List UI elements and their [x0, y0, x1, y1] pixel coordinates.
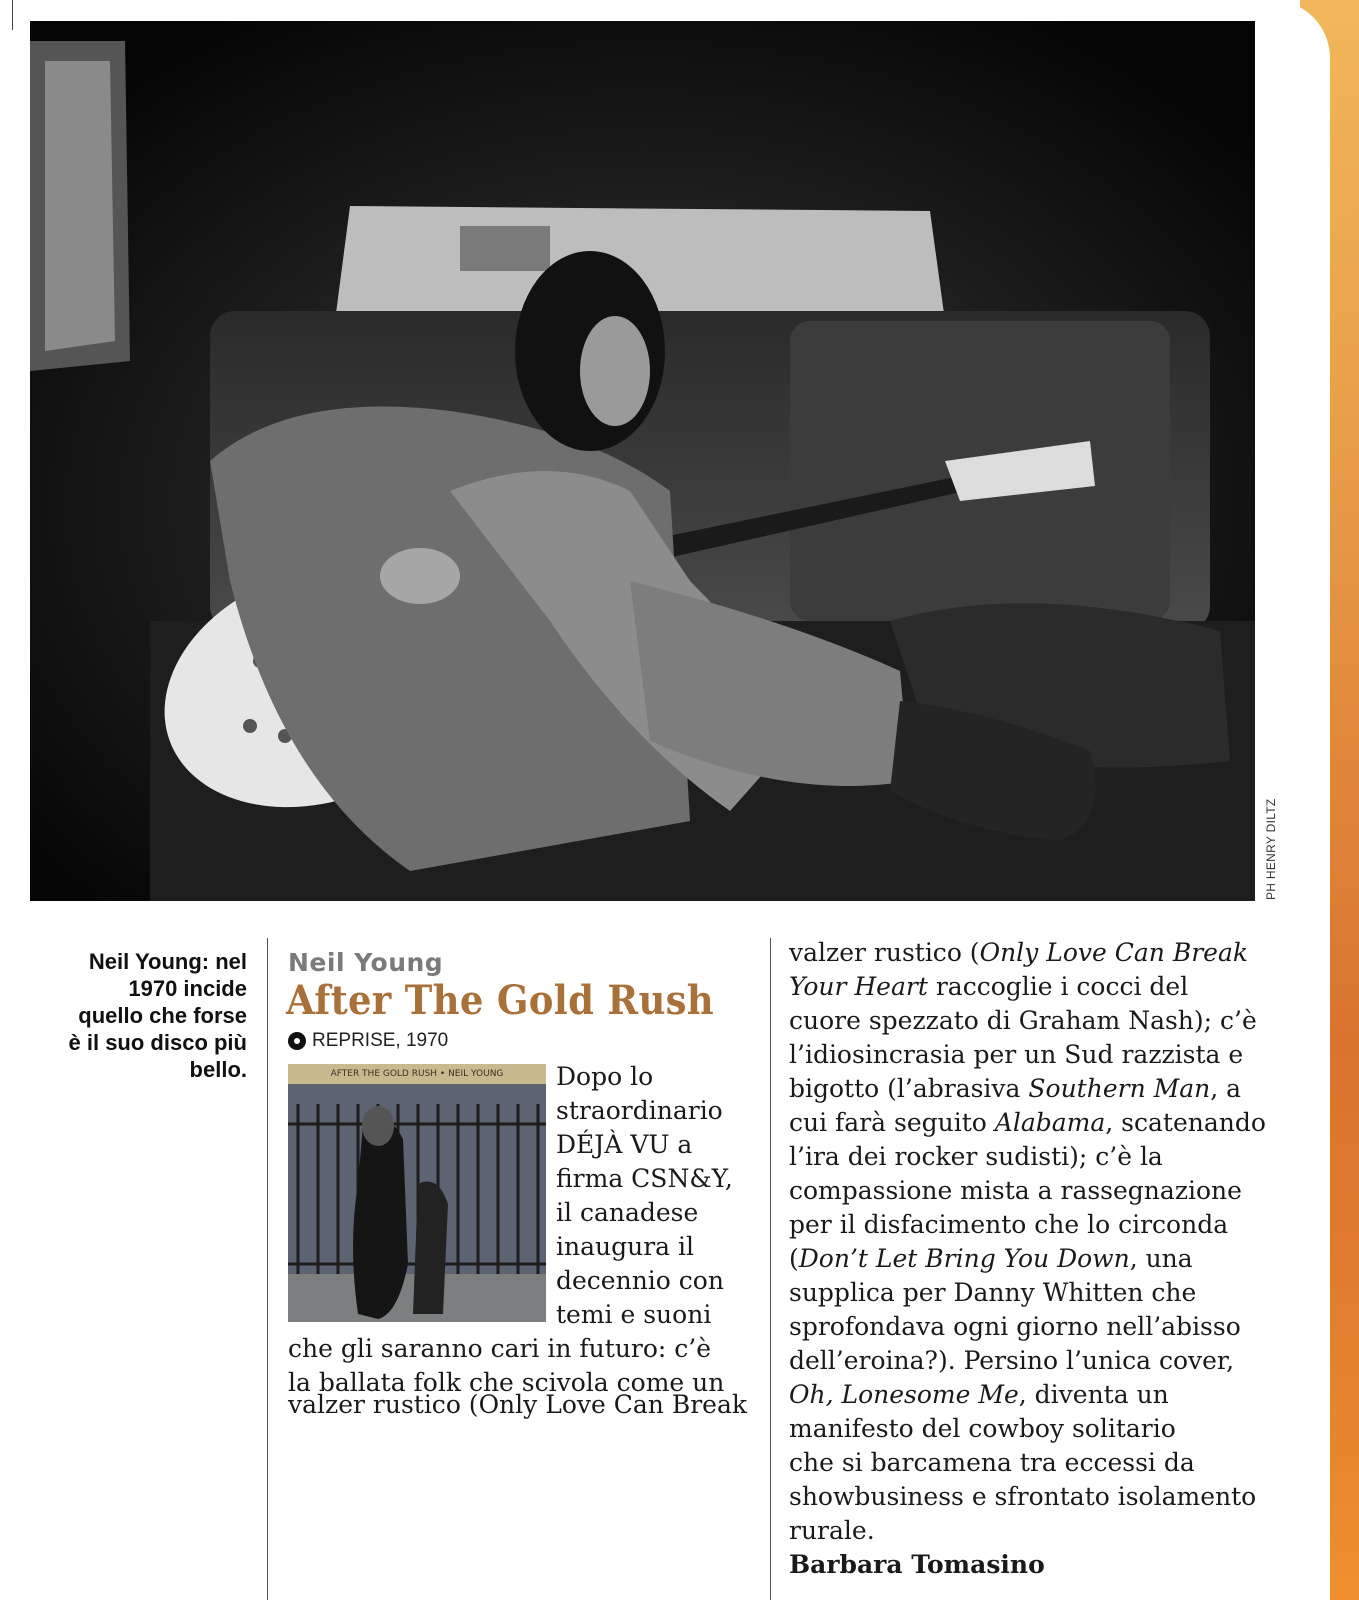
italic-title: Alabama [994, 1108, 1106, 1137]
review-line [789, 1208, 1259, 1242]
review-line [789, 1004, 1259, 1038]
album-cover-art [288, 1064, 546, 1322]
review-text-segment: manifesto del cowboy solitario [789, 1414, 1176, 1443]
album-artist: Neil Young [288, 948, 444, 977]
review-lines [789, 936, 1266, 1548]
review-line [789, 970, 1259, 1004]
italic-title: Your Heart [789, 972, 928, 1001]
review-line [789, 1140, 1259, 1174]
album-cover-text: AFTER THE GOLD RUSH • NEIL YOUNG [288, 1064, 546, 1084]
review-line [789, 1242, 1259, 1276]
caption-line: bello. [189, 1057, 247, 1082]
review-line [789, 1514, 1259, 1548]
review-line [789, 1378, 1259, 1412]
review-line: la ballata folk che scivola come un [288, 1368, 725, 1397]
caption-line: quello che forse [78, 1003, 247, 1028]
album-cover [288, 1064, 546, 1322]
review-line [789, 936, 1259, 970]
review-text-segment: rurale. [789, 1516, 875, 1545]
review-text-segment: , una [1129, 1244, 1193, 1273]
album-label-text: REPRISE, 1970 [312, 1030, 449, 1051]
review-text-segment: dell’eroina?). Persino l’unica cover, [789, 1346, 1235, 1375]
review-line: temi e suoni [556, 1300, 712, 1329]
review-text-wrap [556, 1060, 756, 1332]
review-text-segment: compassione mista a rassegnazione [789, 1176, 1242, 1205]
review-text-segment: , scatenando [1105, 1108, 1266, 1137]
review-text-segment: per il disfacimento che lo circonda [789, 1210, 1229, 1239]
review-line: firma CSN&Y, [556, 1164, 733, 1193]
review-line [789, 1106, 1266, 1140]
italic-title: Don’t Let Bring You Down [798, 1244, 1130, 1273]
column-rule-top [12, 0, 13, 30]
review-author: Barbara Tomasino [789, 1550, 1045, 1579]
review-text-segment: showbusiness e sfrontato isolamento [789, 1482, 1257, 1511]
review-line [789, 1412, 1259, 1446]
review-line: DÉJÀ VU a [556, 1130, 693, 1159]
review-text-segment: , a [1210, 1074, 1242, 1103]
review-line: il canadese [556, 1198, 699, 1227]
italic-title: Southern Man [1028, 1074, 1211, 1103]
review-line [789, 1446, 1259, 1480]
review-line: inaugura il [556, 1232, 695, 1261]
caption-line: 1970 incide [128, 976, 247, 1001]
review-text-segment: l’idiosincrasia per un Sud razzista e [789, 1040, 1244, 1069]
review-line: valzer rustico (Only Love Can Break [288, 1390, 747, 1419]
caption-line: Neil Young: nel [88, 949, 247, 974]
review-line [789, 1480, 1259, 1514]
review-text-segment: cui farà seguito [789, 1108, 995, 1137]
review-line: Dopo lo [556, 1062, 654, 1091]
photo-credit: PH HENRY DILTZ [1264, 798, 1278, 900]
review-line: straordinario [556, 1096, 723, 1125]
column-divider [267, 938, 268, 1600]
review-line [789, 1038, 1259, 1072]
review-text-right [789, 936, 1266, 1582]
review-line [789, 1310, 1259, 1344]
review-text-segment: l’ira dei rocker sudisti); c’è la [789, 1142, 1163, 1171]
review-text-segment: sprofondava ogni giorno nell’abisso [789, 1312, 1241, 1341]
album-label [288, 1030, 448, 1052]
caption-line: è il suo disco più [68, 1030, 247, 1055]
review-text-segment: supplica per Danny Whitten che [789, 1278, 1197, 1307]
review-line [789, 1276, 1259, 1310]
review-text-segment: bigotto (l’abrasiva [789, 1074, 1029, 1103]
disc-icon [288, 1032, 306, 1050]
review-text-segment: , diventa un [1018, 1380, 1169, 1409]
review-line [789, 1344, 1259, 1378]
review-text-segment: ( [789, 1244, 799, 1273]
photo-illustration [30, 21, 1255, 901]
review-text-segment: valzer rustico ( [789, 938, 980, 967]
column-divider [770, 938, 771, 1600]
review-text-segment: cuore spezzato di Graham Nash); c’è [789, 1006, 1257, 1035]
review-cutoff-line [288, 1390, 748, 1420]
neil-young-photo [30, 21, 1255, 901]
review-text-segment: che si barcamena tra eccessi da [789, 1448, 1195, 1477]
album-title: After The Gold Rush [286, 976, 715, 1024]
italic-title: Only Love Can Break [979, 938, 1249, 967]
italic-title: Oh, Lonesome Me [789, 1380, 1019, 1409]
photo-caption [20, 948, 247, 1083]
review-line [789, 1072, 1259, 1106]
review-line: decennio con [556, 1266, 724, 1295]
review-line [789, 1174, 1259, 1208]
review-line: che gli saranno cari in futuro: c’è [288, 1334, 712, 1363]
review-text-segment: raccoglie i cocci del [927, 972, 1189, 1001]
